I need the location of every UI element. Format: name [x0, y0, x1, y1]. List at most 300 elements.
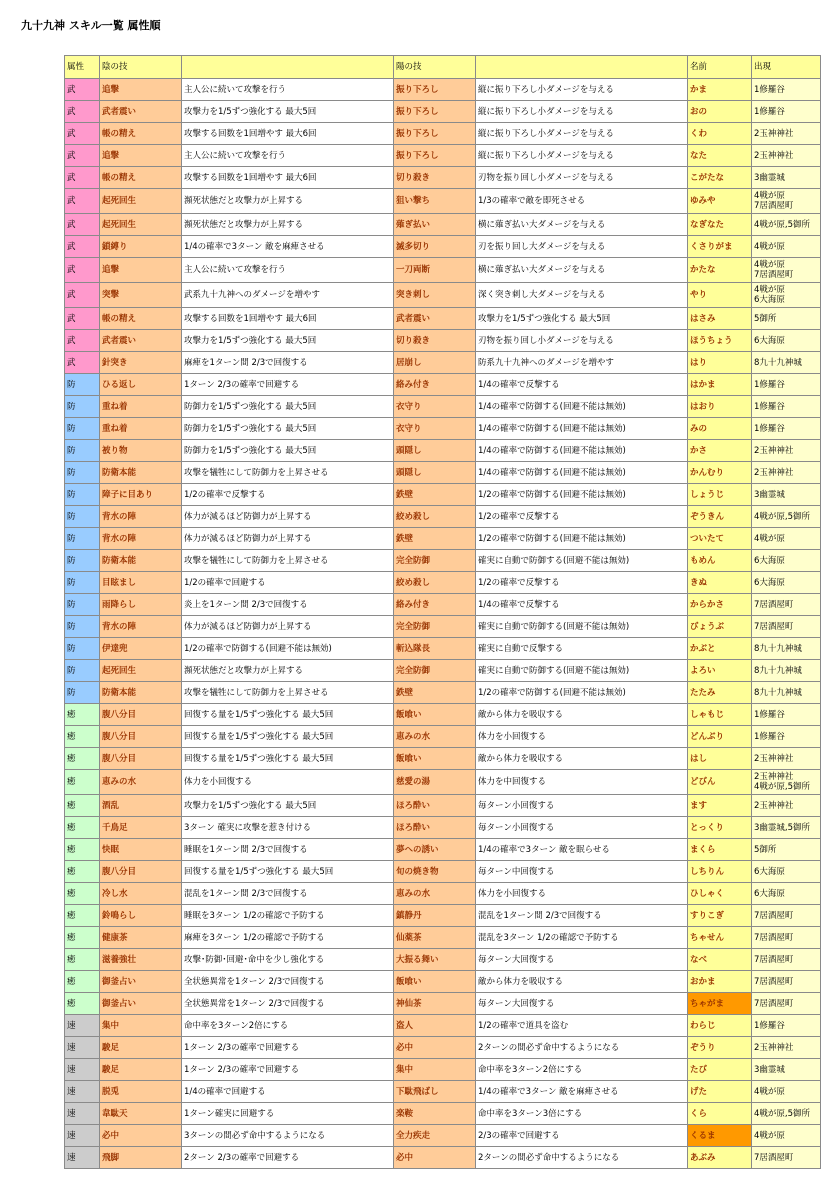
attribute-cell: 武	[65, 123, 100, 145]
table-row	[65, 396, 821, 418]
attribute-cell: 武	[65, 101, 100, 123]
attribute-cell: 防	[65, 506, 100, 528]
yang-skill-cell: 旬の焼き物	[394, 861, 476, 883]
yang-desc-cell: 刃を振り回し大ダメージを与える	[476, 236, 688, 258]
yin-desc-cell: 体力を小回復する	[182, 770, 394, 795]
yin-desc-cell: 防御力を1/5ずつ強化する 最大5回	[182, 396, 394, 418]
table-row	[65, 374, 821, 396]
name-cell: もめん	[688, 550, 752, 572]
name-cell: ぞうきん	[688, 506, 752, 528]
yang-desc-cell: 2/3の確率で回避する	[476, 1125, 688, 1147]
yin-desc-cell: 1ターン 2/3の確率で回避する	[182, 374, 394, 396]
location-cell: 8九十九神城	[752, 352, 821, 374]
attribute-cell: 速	[65, 1037, 100, 1059]
yin-desc-cell: 主人公に続いて攻撃を行う	[182, 79, 394, 101]
yin-skill-cell: 鈴鳴らし	[100, 905, 182, 927]
yang-skill-cell: 振り下ろし	[394, 79, 476, 101]
name-cell: はおり	[688, 396, 752, 418]
yin-desc-cell: 瀕死状態だと攻撃力が上昇する	[182, 660, 394, 682]
location-cell	[752, 770, 821, 795]
yin-skill-cell: 防衛本能	[100, 682, 182, 704]
yin-desc-cell: 1/2の確率で反撃する	[182, 484, 394, 506]
location-cell: 4戦が原	[752, 1125, 821, 1147]
yang-desc-cell: 確実に自動で防御する(回避不能は無効)	[476, 550, 688, 572]
yin-desc-cell: 回復する量を1/5ずつ強化する 最大5回	[182, 748, 394, 770]
yang-skill-cell: 飯喰い	[394, 748, 476, 770]
yang-skill-cell: 居崩し	[394, 352, 476, 374]
attribute-cell: 防	[65, 594, 100, 616]
yin-skill-cell: 追撃	[100, 258, 182, 283]
name-cell: やり	[688, 283, 752, 308]
location-cell: 7居酒屋町	[752, 993, 821, 1015]
yang-desc-cell: 命中率を3ターン3倍にする	[476, 1103, 688, 1125]
yang-skill-cell: 鎮静丹	[394, 905, 476, 927]
location-cell	[752, 189, 821, 214]
yin-skill-cell: 雨降らし	[100, 594, 182, 616]
location-cell: 6大海原	[752, 550, 821, 572]
header-yin-desc	[182, 56, 394, 79]
yang-desc-cell: 1/4の確率で3ターン 敵を眠らせる	[476, 839, 688, 861]
yin-skill-cell: 起死回生	[100, 189, 182, 214]
location-line: 2玉神神社	[754, 772, 794, 782]
yang-skill-cell: 一刀両断	[394, 258, 476, 283]
yang-skill-cell: 振り下ろし	[394, 145, 476, 167]
attribute-cell: 速	[65, 1125, 100, 1147]
location-cell: 7居酒屋町	[752, 905, 821, 927]
attribute-cell: 癒	[65, 993, 100, 1015]
location-cell: 3幽霊城,5御所	[752, 817, 821, 839]
location-cell: 6大海原	[752, 572, 821, 594]
location-line: 7居酒屋町	[754, 201, 794, 211]
attribute-cell: 防	[65, 638, 100, 660]
name-cell: かたな	[688, 258, 752, 283]
table-row	[65, 506, 821, 528]
location-cell: 5御所	[752, 308, 821, 330]
yang-desc-cell: 1/4の確率で反撃する	[476, 374, 688, 396]
yang-desc-cell: 毎ターン大回復する	[476, 949, 688, 971]
name-cell: きぬ	[688, 572, 752, 594]
table-row	[65, 283, 821, 308]
yang-desc-cell: 横に薙ぎ払い大ダメージを与える	[476, 258, 688, 283]
location-cell: 4戦が原,5御所	[752, 214, 821, 236]
table-row	[65, 726, 821, 748]
table-row	[65, 660, 821, 682]
yin-skill-cell: 快眠	[100, 839, 182, 861]
name-cell: どんぶり	[688, 726, 752, 748]
yang-desc-cell: 1/4の確率で防御する(回避不能は無効)	[476, 418, 688, 440]
yang-desc-cell: 毎ターン小回復する	[476, 817, 688, 839]
yang-skill-cell: 飯喰い	[394, 971, 476, 993]
header-attribute: 属性	[65, 56, 100, 79]
attribute-cell: 癒	[65, 770, 100, 795]
attribute-cell: 癒	[65, 795, 100, 817]
location-line: 4戦が原,5御所	[754, 782, 811, 792]
yang-desc-cell: 1/2の確率で反撃する	[476, 572, 688, 594]
location-cell: 2玉神神社	[752, 1037, 821, 1059]
yin-desc-cell: 攻撃する回数を1回増やす 最大6回	[182, 167, 394, 189]
yin-skill-cell: 追撃	[100, 79, 182, 101]
yang-desc-cell: 刃物を振り回し小ダメージを与える	[476, 167, 688, 189]
yang-desc-cell: 縦に振り下ろし小ダメージを与える	[476, 123, 688, 145]
yang-desc-cell: 敵から体力を吸収する	[476, 748, 688, 770]
yang-skill-cell: 鉄壁	[394, 528, 476, 550]
name-cell: ちゃがま	[688, 993, 752, 1015]
yang-skill-cell: 衣守り	[394, 418, 476, 440]
yin-skill-cell: 伊達兜	[100, 638, 182, 660]
table-header-row	[65, 56, 821, 79]
yang-skill-cell: 振り下ろし	[394, 123, 476, 145]
yin-desc-cell: 攻撃力を1/5ずつ強化する 最大5回	[182, 330, 394, 352]
yang-desc-cell: 毎ターン小回復する	[476, 795, 688, 817]
table-row	[65, 927, 821, 949]
table-row	[65, 594, 821, 616]
attribute-cell: 速	[65, 1059, 100, 1081]
yin-skill-cell: ひる返し	[100, 374, 182, 396]
table-row	[65, 795, 821, 817]
yin-skill-cell: 起死回生	[100, 214, 182, 236]
yang-skill-cell: 頭隠し	[394, 440, 476, 462]
yang-skill-cell: 夢への誘い	[394, 839, 476, 861]
attribute-cell: 武	[65, 79, 100, 101]
table-row	[65, 905, 821, 927]
name-cell: すりこぎ	[688, 905, 752, 927]
yang-desc-cell: 横に薙ぎ払い大ダメージを与える	[476, 214, 688, 236]
attribute-cell: 癒	[65, 817, 100, 839]
yang-desc-cell: 確実に自動で防御する(回避不能は無効)	[476, 660, 688, 682]
header-yang-desc	[476, 56, 688, 79]
table-row	[65, 704, 821, 726]
yin-skill-cell: 腹八分目	[100, 726, 182, 748]
yang-skill-cell: 完全防御	[394, 550, 476, 572]
name-cell: しょうじ	[688, 484, 752, 506]
attribute-cell: 速	[65, 1081, 100, 1103]
table-row	[65, 1147, 821, 1169]
attribute-cell: 防	[65, 550, 100, 572]
yang-desc-cell: 刃物を振り回し小ダメージを与える	[476, 330, 688, 352]
table-row	[65, 682, 821, 704]
name-cell: ます	[688, 795, 752, 817]
attribute-cell: 速	[65, 1015, 100, 1037]
attribute-cell: 癒	[65, 839, 100, 861]
page-title: 九十九神 スキル一覧 属性順	[21, 19, 161, 32]
yang-desc-cell: 1/4の確率で防御する(回避不能は無効)	[476, 396, 688, 418]
location-cell: 1修羅谷	[752, 418, 821, 440]
yang-desc-cell: 混乱を3ターン 1/2の確認で予防する	[476, 927, 688, 949]
attribute-cell: 防	[65, 396, 100, 418]
yin-skill-cell: 御釜占い	[100, 993, 182, 1015]
attribute-cell: 癒	[65, 927, 100, 949]
yin-skill-cell: 飛脚	[100, 1147, 182, 1169]
yin-skill-cell: 重ね着	[100, 418, 182, 440]
name-cell: はさみ	[688, 308, 752, 330]
yang-skill-cell: 恵みの水	[394, 883, 476, 905]
table-row	[65, 748, 821, 770]
yin-skill-cell: 必中	[100, 1125, 182, 1147]
attribute-cell: 武	[65, 352, 100, 374]
yang-desc-cell: 2ターンの間必ず命中するようになる	[476, 1037, 688, 1059]
table-row	[65, 330, 821, 352]
yang-desc-cell: 確実に自動で防御する(回避不能は無効)	[476, 616, 688, 638]
table-row	[65, 79, 821, 101]
attribute-cell: 武	[65, 283, 100, 308]
yang-skill-cell: 下駄飛ばし	[394, 1081, 476, 1103]
yin-skill-cell: 背水の陣	[100, 616, 182, 638]
table-row	[65, 167, 821, 189]
yin-desc-cell: 防御力を1/5ずつ強化する 最大5回	[182, 418, 394, 440]
yin-skill-cell: 御釜占い	[100, 971, 182, 993]
attribute-cell: 武	[65, 236, 100, 258]
table-row	[65, 308, 821, 330]
yang-desc-cell: 敵から体力を吸収する	[476, 971, 688, 993]
yin-skill-cell: 帳の精え	[100, 167, 182, 189]
location-cell	[752, 283, 821, 308]
yang-desc-cell: 体力を小回復する	[476, 726, 688, 748]
location-cell: 7居酒屋町	[752, 594, 821, 616]
yin-desc-cell: 麻痺を1ターン間 2/3で回復する	[182, 352, 394, 374]
yin-skill-cell: 追撃	[100, 145, 182, 167]
location-cell: 1修羅谷	[752, 726, 821, 748]
name-cell: よろい	[688, 660, 752, 682]
yang-skill-cell: 絞め殺し	[394, 506, 476, 528]
name-cell: ほうちょう	[688, 330, 752, 352]
header-yang-skill: 陽の技	[394, 56, 476, 79]
table-row	[65, 236, 821, 258]
location-cell: 3幽霊城	[752, 484, 821, 506]
attribute-cell: 防	[65, 462, 100, 484]
attribute-cell: 防	[65, 660, 100, 682]
yin-desc-cell: 防御力を1/5ずつ強化する 最大5回	[182, 440, 394, 462]
location-cell: 1修羅谷	[752, 396, 821, 418]
attribute-cell: 防	[65, 418, 100, 440]
attribute-cell: 癒	[65, 883, 100, 905]
yin-desc-cell: 回復する量を1/5ずつ強化する 最大5回	[182, 726, 394, 748]
yang-skill-cell: 滅多切り	[394, 236, 476, 258]
yin-desc-cell: 回復する量を1/5ずつ強化する 最大5回	[182, 704, 394, 726]
location-cell: 4戦が原	[752, 1081, 821, 1103]
yang-desc-cell: 毎ターン大回復する	[476, 993, 688, 1015]
yin-desc-cell: 攻撃力を1/5ずつ強化する 最大5回	[182, 795, 394, 817]
yin-desc-cell: 1ターン確実に回避する	[182, 1103, 394, 1125]
location-cell: 2玉神神社	[752, 145, 821, 167]
name-cell: はかま	[688, 374, 752, 396]
table-row	[65, 123, 821, 145]
table-row	[65, 1125, 821, 1147]
yin-desc-cell: 1/2の確率で回避する	[182, 572, 394, 594]
yin-desc-cell: 体力が減るほど防御力が上昇する	[182, 616, 394, 638]
attribute-cell: 防	[65, 528, 100, 550]
name-cell: みの	[688, 418, 752, 440]
name-cell: ゆみや	[688, 189, 752, 214]
table-row	[65, 839, 821, 861]
yin-skill-cell: 千鳥足	[100, 817, 182, 839]
location-cell: 7居酒屋町	[752, 971, 821, 993]
header-location: 出現	[752, 56, 821, 79]
attribute-cell: 防	[65, 374, 100, 396]
yang-skill-cell: 絡み付き	[394, 594, 476, 616]
yin-desc-cell: 全状態異常を1ターン 2/3で回復する	[182, 971, 394, 993]
location-cell: 7居酒屋町	[752, 616, 821, 638]
location-cell: 8九十九神城	[752, 682, 821, 704]
yin-desc-cell: 全状態異常を1ターン 2/3で回復する	[182, 993, 394, 1015]
location-cell: 8九十九神城	[752, 660, 821, 682]
location-cell: 4戦が原,5御所	[752, 1103, 821, 1125]
table-row	[65, 638, 821, 660]
yang-skill-cell: 頭隠し	[394, 462, 476, 484]
attribute-cell: 武	[65, 258, 100, 283]
name-cell: びょうぶ	[688, 616, 752, 638]
yang-skill-cell: 鉄壁	[394, 484, 476, 506]
location-line: 4戦が原	[754, 191, 785, 201]
location-cell: 7居酒屋町	[752, 927, 821, 949]
attribute-cell: 武	[65, 145, 100, 167]
location-cell: 6大海原	[752, 883, 821, 905]
name-cell: あぶみ	[688, 1147, 752, 1169]
location-cell: 2玉神神社	[752, 748, 821, 770]
table-row	[65, 214, 821, 236]
table-row	[65, 484, 821, 506]
yin-desc-cell: 回復する量を1/5ずつ強化する 最大5回	[182, 861, 394, 883]
attribute-cell: 速	[65, 1147, 100, 1169]
name-cell: とっくり	[688, 817, 752, 839]
name-cell: くさりがま	[688, 236, 752, 258]
header-name: 名前	[688, 56, 752, 79]
yin-desc-cell: 睡眠を1ターン間 2/3で回復する	[182, 839, 394, 861]
yang-skill-cell: 完全防御	[394, 616, 476, 638]
location-cell: 4戦が原	[752, 236, 821, 258]
yang-skill-cell: 薙ぎ払い	[394, 214, 476, 236]
yang-skill-cell: 大振る舞い	[394, 949, 476, 971]
location-cell: 6大海原	[752, 861, 821, 883]
yin-desc-cell: 命中率を3ターン2倍にする	[182, 1015, 394, 1037]
table-row	[65, 1081, 821, 1103]
yin-skill-cell: 腹八分目	[100, 748, 182, 770]
name-cell: からかさ	[688, 594, 752, 616]
yin-desc-cell: 攻撃力を1/5ずつ強化する 最大5回	[182, 101, 394, 123]
yang-desc-cell: 防系九十九神へのダメージを増やす	[476, 352, 688, 374]
name-cell: かぶと	[688, 638, 752, 660]
name-cell: かんむり	[688, 462, 752, 484]
yin-desc-cell: 体力が減るほど防御力が上昇する	[182, 506, 394, 528]
name-cell: くわ	[688, 123, 752, 145]
table-row	[65, 418, 821, 440]
yang-desc-cell: 体力を小回復する	[476, 883, 688, 905]
attribute-cell: 武	[65, 167, 100, 189]
yang-desc-cell: 毎ターン中回復する	[476, 861, 688, 883]
yang-desc-cell: 攻撃力を1/5ずつ強化する 最大5回	[476, 308, 688, 330]
yin-skill-cell: 起死回生	[100, 660, 182, 682]
location-cell: 7居酒屋町	[752, 949, 821, 971]
name-cell: ぞうり	[688, 1037, 752, 1059]
yang-desc-cell: 体力を中回復する	[476, 770, 688, 795]
table-row	[65, 550, 821, 572]
yang-desc-cell: 1/2の確率で防御する(回避不能は無効)	[476, 528, 688, 550]
yin-desc-cell: 体力が減るほど防御力が上昇する	[182, 528, 394, 550]
yin-skill-cell: 防衛本能	[100, 550, 182, 572]
location-cell: 2玉神神社	[752, 440, 821, 462]
skill-table-body	[65, 56, 821, 1169]
attribute-cell: 癒	[65, 861, 100, 883]
table-row	[65, 352, 821, 374]
location-cell: 1修羅谷	[752, 374, 821, 396]
name-cell: はし	[688, 748, 752, 770]
yin-desc-cell: 主人公に続いて攻撃を行う	[182, 145, 394, 167]
yin-skill-cell: 武者震い	[100, 101, 182, 123]
yin-desc-cell: 1ターン 2/3の確率で回避する	[182, 1059, 394, 1081]
name-cell: なぎなた	[688, 214, 752, 236]
table-row	[65, 258, 821, 283]
yang-skill-cell: 鉄壁	[394, 682, 476, 704]
yin-skill-cell: 帳の精え	[100, 123, 182, 145]
yang-skill-cell: 狙い撃ち	[394, 189, 476, 214]
attribute-cell: 速	[65, 1103, 100, 1125]
name-cell: くるま	[688, 1125, 752, 1147]
name-cell: なべ	[688, 949, 752, 971]
table-row	[65, 101, 821, 123]
attribute-cell: 癒	[65, 905, 100, 927]
name-cell: なた	[688, 145, 752, 167]
yang-skill-cell: 飯喰い	[394, 704, 476, 726]
yin-desc-cell: 睡眠を3ターン 1/2の確認で予防する	[182, 905, 394, 927]
name-cell: かま	[688, 79, 752, 101]
attribute-cell: 防	[65, 616, 100, 638]
yang-skill-cell: 集中	[394, 1059, 476, 1081]
yin-desc-cell: 1/2の確率で防御する(回避不能は無効)	[182, 638, 394, 660]
table-row	[65, 883, 821, 905]
yin-skill-cell: 恵みの水	[100, 770, 182, 795]
yang-desc-cell: 確実に自動で反撃する	[476, 638, 688, 660]
table-row	[65, 189, 821, 214]
yang-desc-cell: 混乱を1ターン間 2/3で回復する	[476, 905, 688, 927]
table-row	[65, 528, 821, 550]
yin-skill-cell: 駿足	[100, 1037, 182, 1059]
yin-skill-cell: 武者震い	[100, 330, 182, 352]
yin-desc-cell: 3ターン 確実に攻撃を惹き付ける	[182, 817, 394, 839]
yang-desc-cell: 縦に振り下ろし小ダメージを与える	[476, 79, 688, 101]
attribute-cell: 武	[65, 214, 100, 236]
table-row	[65, 572, 821, 594]
table-row	[65, 817, 821, 839]
yang-desc-cell: 命中率を3ターン2倍にする	[476, 1059, 688, 1081]
yang-skill-cell: 全力疾走	[394, 1125, 476, 1147]
yang-skill-cell: ほろ酔い	[394, 817, 476, 839]
yin-desc-cell: 3ターンの間必ず命中するようになる	[182, 1125, 394, 1147]
location-cell: 8九十九神城	[752, 638, 821, 660]
yang-desc-cell: 1/2の確率で反撃する	[476, 506, 688, 528]
attribute-cell: 癒	[65, 704, 100, 726]
yang-desc-cell: 1/2の確率で防御する(回避不能は無効)	[476, 682, 688, 704]
attribute-cell: 防	[65, 440, 100, 462]
yang-desc-cell: 縦に振り下ろし小ダメージを与える	[476, 101, 688, 123]
yang-desc-cell: 1/4の確率で反撃する	[476, 594, 688, 616]
yin-skill-cell: 被り物	[100, 440, 182, 462]
yin-desc-cell: 武系九十九神へのダメージを増やす	[182, 283, 394, 308]
yin-skill-cell: 背水の陣	[100, 506, 182, 528]
location-cell: 2玉神神社	[752, 462, 821, 484]
table-row	[65, 145, 821, 167]
yin-desc-cell: 攻撃を犠牲にして防御力を上昇させる	[182, 462, 394, 484]
yang-skill-cell: 切り殺き	[394, 167, 476, 189]
name-cell: かさ	[688, 440, 752, 462]
name-cell: おかま	[688, 971, 752, 993]
yin-desc-cell: 攻撃する回数を1回増やす 最大6回	[182, 123, 394, 145]
yang-desc-cell: 敵から体力を吸収する	[476, 704, 688, 726]
yang-skill-cell: 絡み付き	[394, 374, 476, 396]
yang-desc-cell: 2ターンの間必ず命中するようになる	[476, 1147, 688, 1169]
yin-desc-cell: 攻撃･防御･回避･命中を少し強化する	[182, 949, 394, 971]
name-cell: おの	[688, 101, 752, 123]
yin-skill-cell: 針突き	[100, 352, 182, 374]
yang-desc-cell: 1/3の確率で敵を即死させる	[476, 189, 688, 214]
